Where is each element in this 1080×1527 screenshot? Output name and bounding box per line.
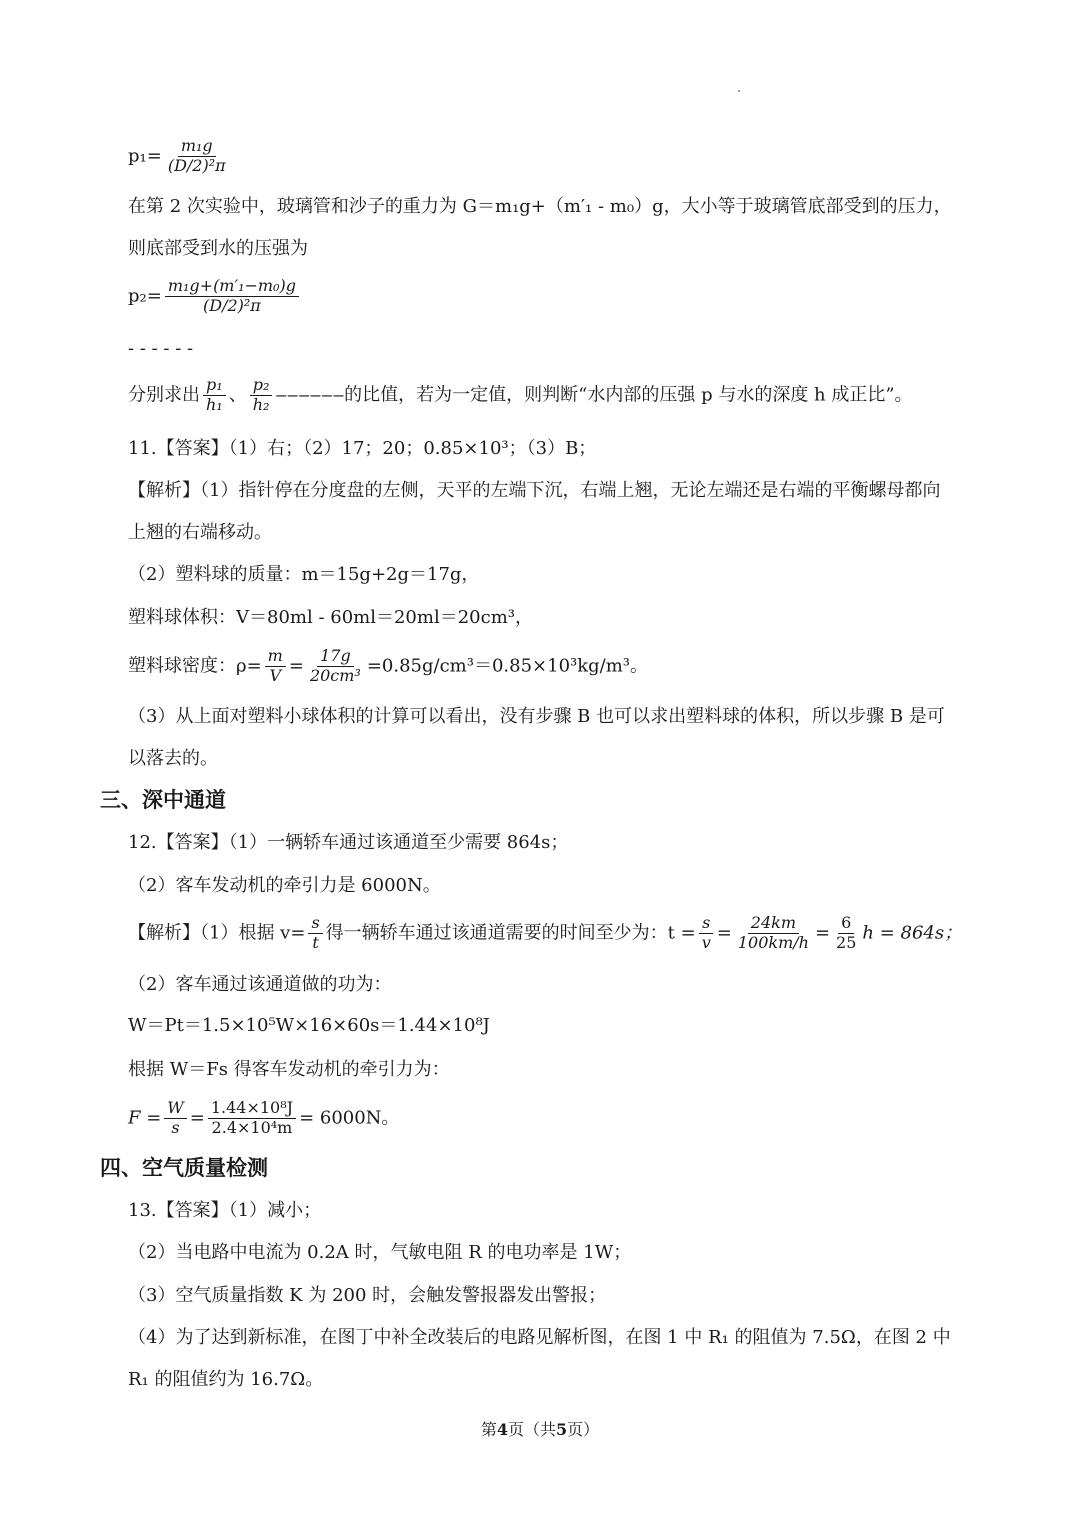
ratio-frac-2-den: h₂ (252, 394, 270, 414)
q11-analysis-1b: 上翘的右端移动。 (128, 522, 272, 543)
q13-answer-4b: R₁ 的阻值约为 16.7Ω。 (128, 1369, 324, 1390)
dashes: - - - - - - (128, 338, 194, 359)
q12-a1-prefix: 【解析】（1）根据 v= (128, 922, 306, 944)
q11-analysis-3b: 以落去的。 (128, 748, 218, 769)
q12-a1-mid: 得一辆轿车通过该通道需要的时间至少为：t = (325, 922, 696, 944)
p1-denominator: (D/2)²π (167, 155, 226, 175)
q11-volume: 塑料球体积：V＝80ml - 60ml＝20ml＝20cm³， (128, 607, 533, 628)
p2-fraction (165, 278, 299, 315)
p2-label: p₂= (128, 285, 162, 307)
t-frac-1-den: v (701, 932, 711, 952)
section-4-heading: 四、空气质量检测 (100, 1156, 268, 1180)
footer-page-number: 4 (496, 1420, 508, 1439)
footer-post: 页） (567, 1420, 600, 1439)
ratio-frac-1 (203, 377, 226, 414)
p2-denominator: (D/2)²π (203, 295, 261, 315)
density-suffix: =0.85g/cm³＝0.85×10³kg/m³。 (366, 655, 649, 677)
t-frac-2 (735, 915, 812, 952)
f-frac-1-den: s (171, 1117, 180, 1137)
text-pressure: 则底部受到水的压强为 (128, 238, 308, 259)
q12-analysis-2: （2）客车通过该通道做的功为： (128, 974, 392, 995)
q12-work: W＝Pt＝1.5×10⁵W×16×60s＝1.44×10⁸J (128, 1015, 490, 1036)
q13-answer-3: （3）空气质量指数 K 为 200 时，会触发警报器发出警报； (128, 1285, 607, 1306)
density-frac-2-den: 20cm³ (309, 665, 361, 685)
q12-answer-1: 12.【答案】（1）一辆轿车通过该通道至少需要 864s； (128, 832, 569, 853)
q12-analysis-1: 【解析】（1）根据 v= $\frac{s}{t}$ 得一辆轿车通过该通道需要的时间至少为：t = $\frac{s}{v}$ = $\frac{24km}{100km/h}$ = $\frac{6}{25}$ h = 864s； (128, 913, 963, 952)
formula-p2 (128, 278, 302, 315)
q11-analysis-1a: 【解析】（1）指针停在分度盘的左侧，天平的左端下沉，右端上翘，无论左端还是右端的平衡螺母都向 (128, 480, 941, 501)
q11-mass: （2）塑料球的质量：m＝15g+2g＝17g， (128, 564, 480, 585)
q12-answer-2: （2）客车发动机的牵引力是 6000N。 (128, 875, 441, 896)
footer-pre: 第 (480, 1420, 497, 1439)
t-frac-3 (833, 915, 859, 952)
f-frac-2-num: 1.44×10⁸J (208, 1100, 296, 1119)
q11-analysis-3a: （3）从上面对塑料小球体积的计算可以看出，没有步骤 B 也可以求出塑料球的体积，所以步骤 B 是可 (128, 706, 945, 727)
v-frac-num: s (308, 915, 322, 934)
q12-a1-end: h = 864s； (862, 922, 963, 944)
f-frac-2 (208, 1100, 296, 1137)
t-frac-3-num: 6 (838, 915, 854, 934)
footer-mid: 页（共 (507, 1420, 556, 1439)
p1-fraction (165, 138, 229, 175)
v-fraction (308, 915, 322, 952)
density-frac-2-num: 17g (317, 648, 354, 667)
density-frac-1 (265, 648, 286, 685)
ratio-frac-1-num: p₁ (203, 377, 226, 396)
t-frac-1 (699, 915, 714, 952)
t-frac-2-num: 24km (748, 915, 799, 934)
t-frac-2-den: 100km/h (737, 932, 809, 952)
f-end: = 6000N。 (299, 1107, 400, 1129)
ratio-suffix: ‒‒‒‒‒‒的比值，若为一定值，则判断“水内部的压强 p 与水的深度 h 成正比”。 (275, 384, 913, 406)
formula-p1 (128, 138, 232, 175)
ratio-frac-2-num: p₂ (250, 377, 273, 396)
q11-density: 塑料球密度：ρ= $\frac{m}{V}$ = $\frac{17g}{\text{20cm³}}$ =0.85g/cm³＝0.85×10³kg/m³。 (128, 646, 649, 685)
f-frac-1-num: W (164, 1100, 186, 1119)
v-frac-den: t (312, 932, 319, 952)
p2-numerator: m₁g+(m′₁−m₀)g (165, 278, 299, 297)
text-exp2: 在第 2 次实验中，玻璃管和沙子的重力为 G＝m₁g+（m′₁ - m₀）g，大小等于玻璃管底部受到的压力， (128, 196, 952, 217)
density-frac-1-den: V (269, 665, 282, 685)
p1-label: p₁= (128, 145, 162, 167)
f-frac-2-den: 2.4×10⁴m (211, 1117, 293, 1137)
ratio-frac-2 (250, 377, 273, 414)
density-frac-2 (307, 648, 364, 685)
f-prefix: F = (128, 1107, 162, 1129)
q12-force-formula: F = $\frac{W}{s}$ = $\frac{\text{1.44×10⁸J}}{\text{2.4×10⁴m}}$ = 6000N。 (128, 1098, 400, 1137)
q12-force-line: 根据 W＝Fs 得客车发动机的牵引力为： (128, 1059, 450, 1080)
ratio-prefix: 分别求出 (128, 384, 200, 406)
t-frac-3-den: 25 (836, 932, 857, 952)
q13-answer-2: （2）当电路中电流为 0.2A 时，气敏电阻 R 的电功率是 1W； (128, 1242, 632, 1263)
section-3-heading: 三、深中通道 (100, 788, 226, 812)
page-footer (0, 1417, 1080, 1440)
ratio-frac-1-den: h₁ (206, 394, 223, 414)
p1-numerator: m₁g (178, 138, 216, 157)
density-prefix: 塑料球密度：ρ= (128, 655, 262, 677)
ratio-line (128, 377, 913, 414)
f-frac-1 (164, 1100, 186, 1137)
stray-dot (738, 90, 740, 92)
q13-answer-4a: （4）为了达到新标准，在图丁中补全改装后的电路见解析图，在图 1 中 R₁ 的阻值为 7.5Ω，在图 2 中 (128, 1327, 951, 1348)
q11-answer: 11.【答案】（1）右；（2）17；20；0.85×10³；（3）B； (128, 438, 597, 459)
footer-total-pages: 5 (556, 1420, 568, 1439)
t-frac-1-num: s (699, 915, 713, 934)
ratio-sep: 、 (228, 384, 247, 406)
density-frac-1-num: m (265, 648, 286, 667)
q13-answer-1: 13.【答案】（1）减小； (128, 1200, 322, 1221)
